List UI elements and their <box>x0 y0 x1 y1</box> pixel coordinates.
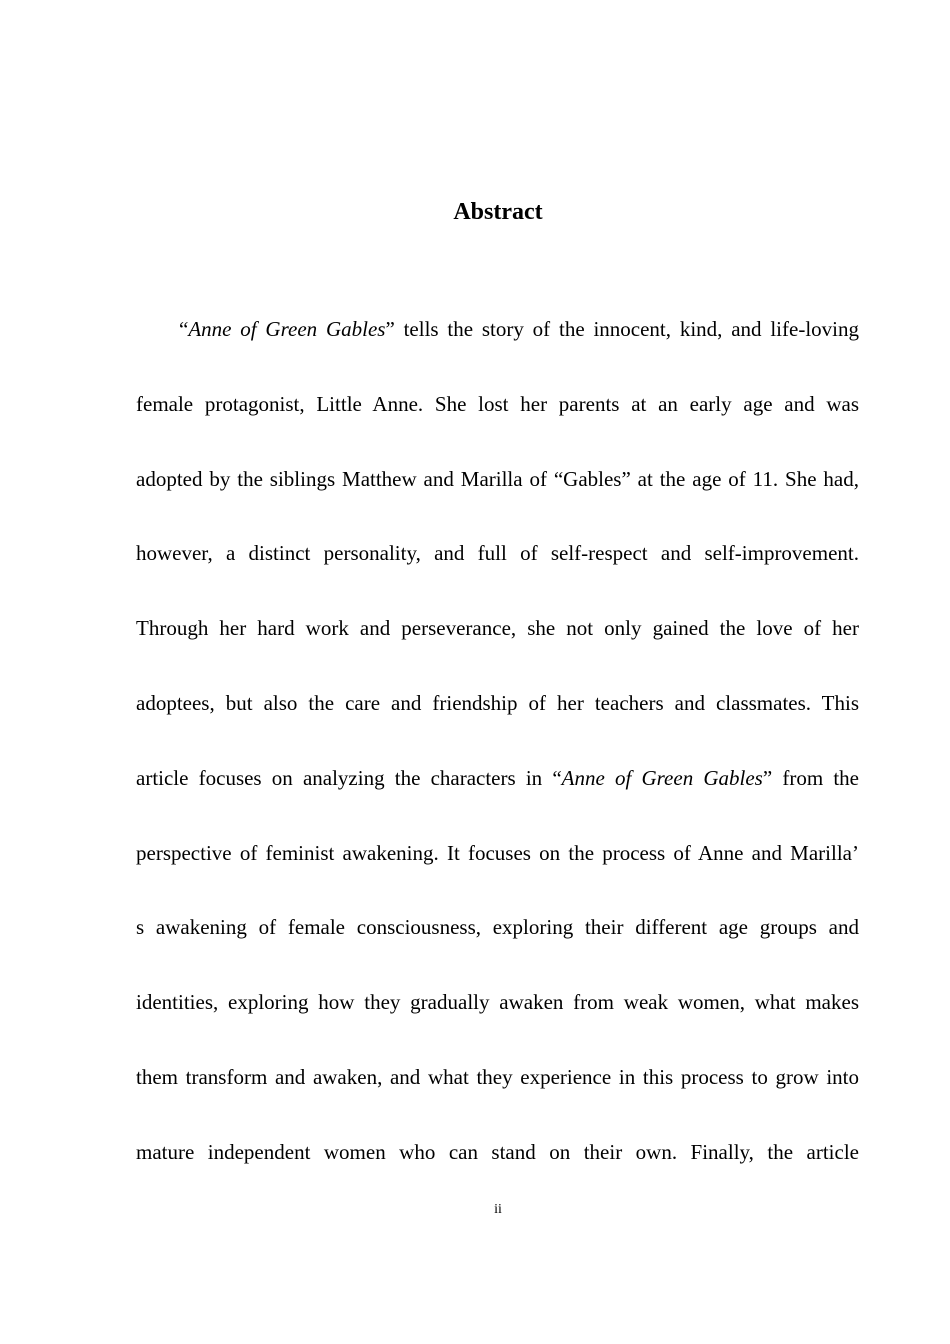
body-line: “Anne of Green Gables” tells the story of the innocent, kind, and life-loving <box>179 317 859 341</box>
body-line: female protagonist, Little Anne. She lost her parents at an early age and was <box>136 391 859 416</box>
body-line: perspective of feminist awakening. It focuses on the process of Anne and Marilla’ <box>136 840 859 865</box>
book-title-italic: Anne of Green Gables <box>561 765 763 790</box>
body-line: identities, exploring how they gradually awaken from weak women, what makes <box>136 990 859 1015</box>
page-number: ii <box>494 1202 502 1217</box>
body-line: them transform and awaken, and what they experience in this process to grow into <box>136 1064 859 1089</box>
abstract-body <box>136 292 859 1190</box>
page-title: Abstract <box>453 199 543 225</box>
body-line: mature independent women who can stand on their own. Finally, the article <box>136 1139 859 1164</box>
book-title-italic: Anne of Green Gables <box>188 317 386 341</box>
body-line: adopted by the siblings Matthew and Marilla of “Gables” at the age of 11. She had, <box>136 466 859 491</box>
body-line: article focuses on analyzing the characters in “Anne of Green Gables” from the <box>136 765 859 790</box>
body-line: adoptees, but also the care and friendship of her teachers and classmates. This <box>136 690 859 715</box>
body-line: however, a distinct personality, and full of self-respect and self-improvement. <box>136 541 859 566</box>
body-line: Through her hard work and perseverance, she not only gained the love of her <box>136 616 859 641</box>
body-line: s awakening of female consciousness, exploring their different age groups and <box>136 915 859 940</box>
